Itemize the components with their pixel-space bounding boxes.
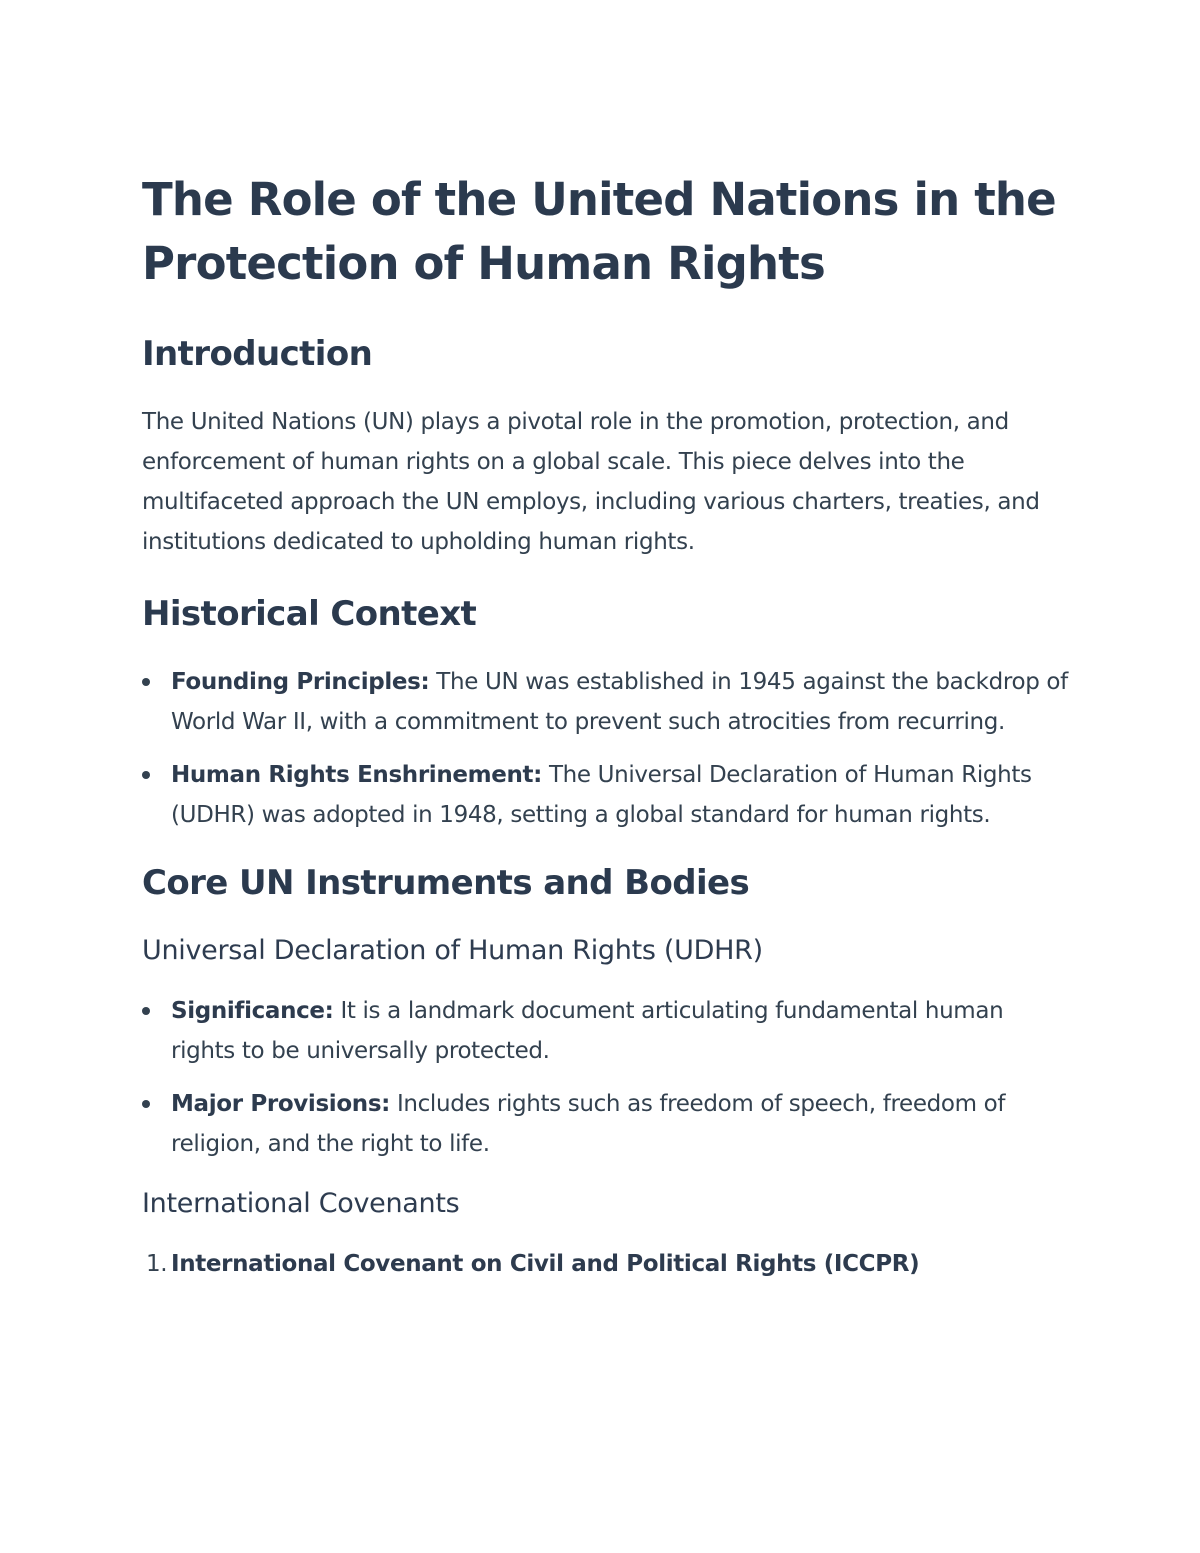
core-instruments-heading: Core UN Instruments and Bodies xyxy=(142,863,750,903)
list-item-text: The UN was established in 1945 against the backdrop of World War II, with a commitment to prevent such atrocities from recurring. xyxy=(171,669,1068,735)
list-item-text: The Universal Declaration of Human Rights (UDHR) was adopted in 1948, setting a global standard for human rights. xyxy=(171,762,1032,828)
list-item xyxy=(142,991,1072,1071)
list-item-label: International Covenant on Civil and Political Rights (ICCPR) xyxy=(171,1251,920,1277)
list-item-text: Includes rights such as freedom of speech, freedom of religion, and the right to life. xyxy=(171,1091,1006,1157)
list-number: 1. xyxy=(146,1251,168,1277)
list-item-label: Human Rights Enshrinement: xyxy=(171,762,542,788)
bullet-icon xyxy=(142,678,150,686)
list-item xyxy=(142,662,1072,742)
udhr-subheading: Universal Declaration of Human Rights (UDHR) xyxy=(142,935,763,966)
document-title: The Role of the United Nations in the Protection of Human Rights xyxy=(142,173,1056,290)
bullet-icon xyxy=(142,1100,150,1108)
list-item xyxy=(142,1244,1072,1284)
introduction-heading: Introduction xyxy=(142,334,373,374)
introduction-paragraph: The United Nations (UN) plays a pivotal role in the promotion, protection, and enforcement of human rights on a global scale. This piece delves into the multifaceted approach the UN employs, including various charters, treaties, and institutions dedicated to upholding human rights. xyxy=(142,409,1040,555)
udhr-list xyxy=(142,991,1072,1164)
covenants-subheading: International Covenants xyxy=(142,1188,460,1219)
document-page xyxy=(142,168,1072,1284)
bullet-icon xyxy=(142,771,150,779)
list-item-label: Founding Principles: xyxy=(171,669,430,695)
historical-context-heading: Historical Context xyxy=(142,594,477,634)
list-item xyxy=(142,755,1072,835)
list-item-label: Significance: xyxy=(171,998,334,1024)
list-item-label: Major Provisions: xyxy=(171,1091,391,1117)
list-item-text: It is a landmark document articulating fundamental human rights to be universally protected. xyxy=(171,998,1004,1064)
bullet-icon xyxy=(142,1007,150,1015)
historical-context-list xyxy=(142,662,1072,835)
covenants-list xyxy=(142,1244,1072,1284)
list-item xyxy=(142,1084,1072,1164)
